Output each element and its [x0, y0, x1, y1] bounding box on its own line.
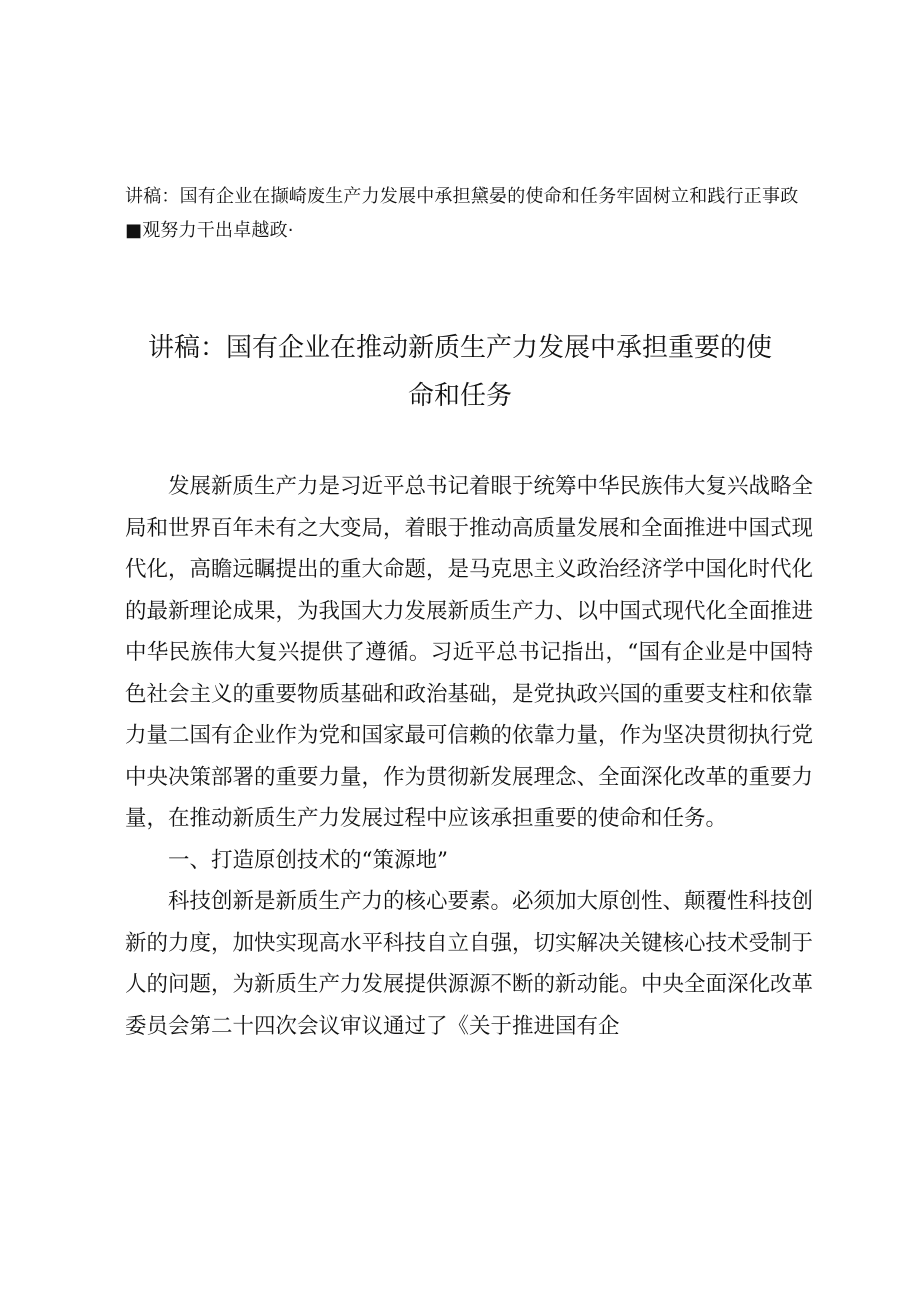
document-title-line-2: 命和任务 — [407, 381, 512, 411]
document-title — [110, 324, 810, 420]
paragraph-intro: 发展新质生产力是习近平总书记着眼于统筹中华民族伟大复兴战略全局和世界百年未有之大变局，着眼于推动高质量发展和全面推进中国式现代化，高瞻远瞩提出的重大命题，是马克思主义政治经济学中国化时代化的最新理论成果，为我国大力发展新质生产力、以中国式现代化全面推进中华民族伟大复兴提供了遵循。习近平总书记指出，“国有企业是中国特色社会主义的重要物质基础和政治基础，是党执政兴国的重要支柱和依靠力量二国有企业作为党和国家最可信赖的依靠力量，作为坚决贯彻执行党中央决策部署的重要力量，作为贯彻新发展理念、全面深化改革的重要力量，在推动新质生产力发展过程中应该承担重要的使命和任务。 — [125, 474, 814, 831]
document-body — [125, 466, 813, 1047]
header-note-line-1: 讲稿：国有企业在撷崎废生产力发展中承担黛晏的使命和任务牢固树立和践行正事政 — [125, 186, 799, 207]
header-note — [125, 180, 825, 248]
paragraph-section-1: 科技创新是新质生产力的核心要素。必须加大原创性、颠覆性科技创新的力度，加快实现高水平科技自立自强，切实解决关键核心技术受制于人的问题，为新质生产力发展提供源源不断的新动能。中央全面深化改革委员会第二十四次会议审议通过了《关于推进国有企 — [125, 889, 814, 1039]
document-title-line-1: 讲稿：国有企业在推动新质生产力发展中承担重要的使 — [147, 333, 772, 363]
section-heading-1: 一、打造原创技术的“策源地” — [168, 847, 448, 873]
header-note-line-2: ■观努力干出卓越政· — [125, 220, 294, 241]
